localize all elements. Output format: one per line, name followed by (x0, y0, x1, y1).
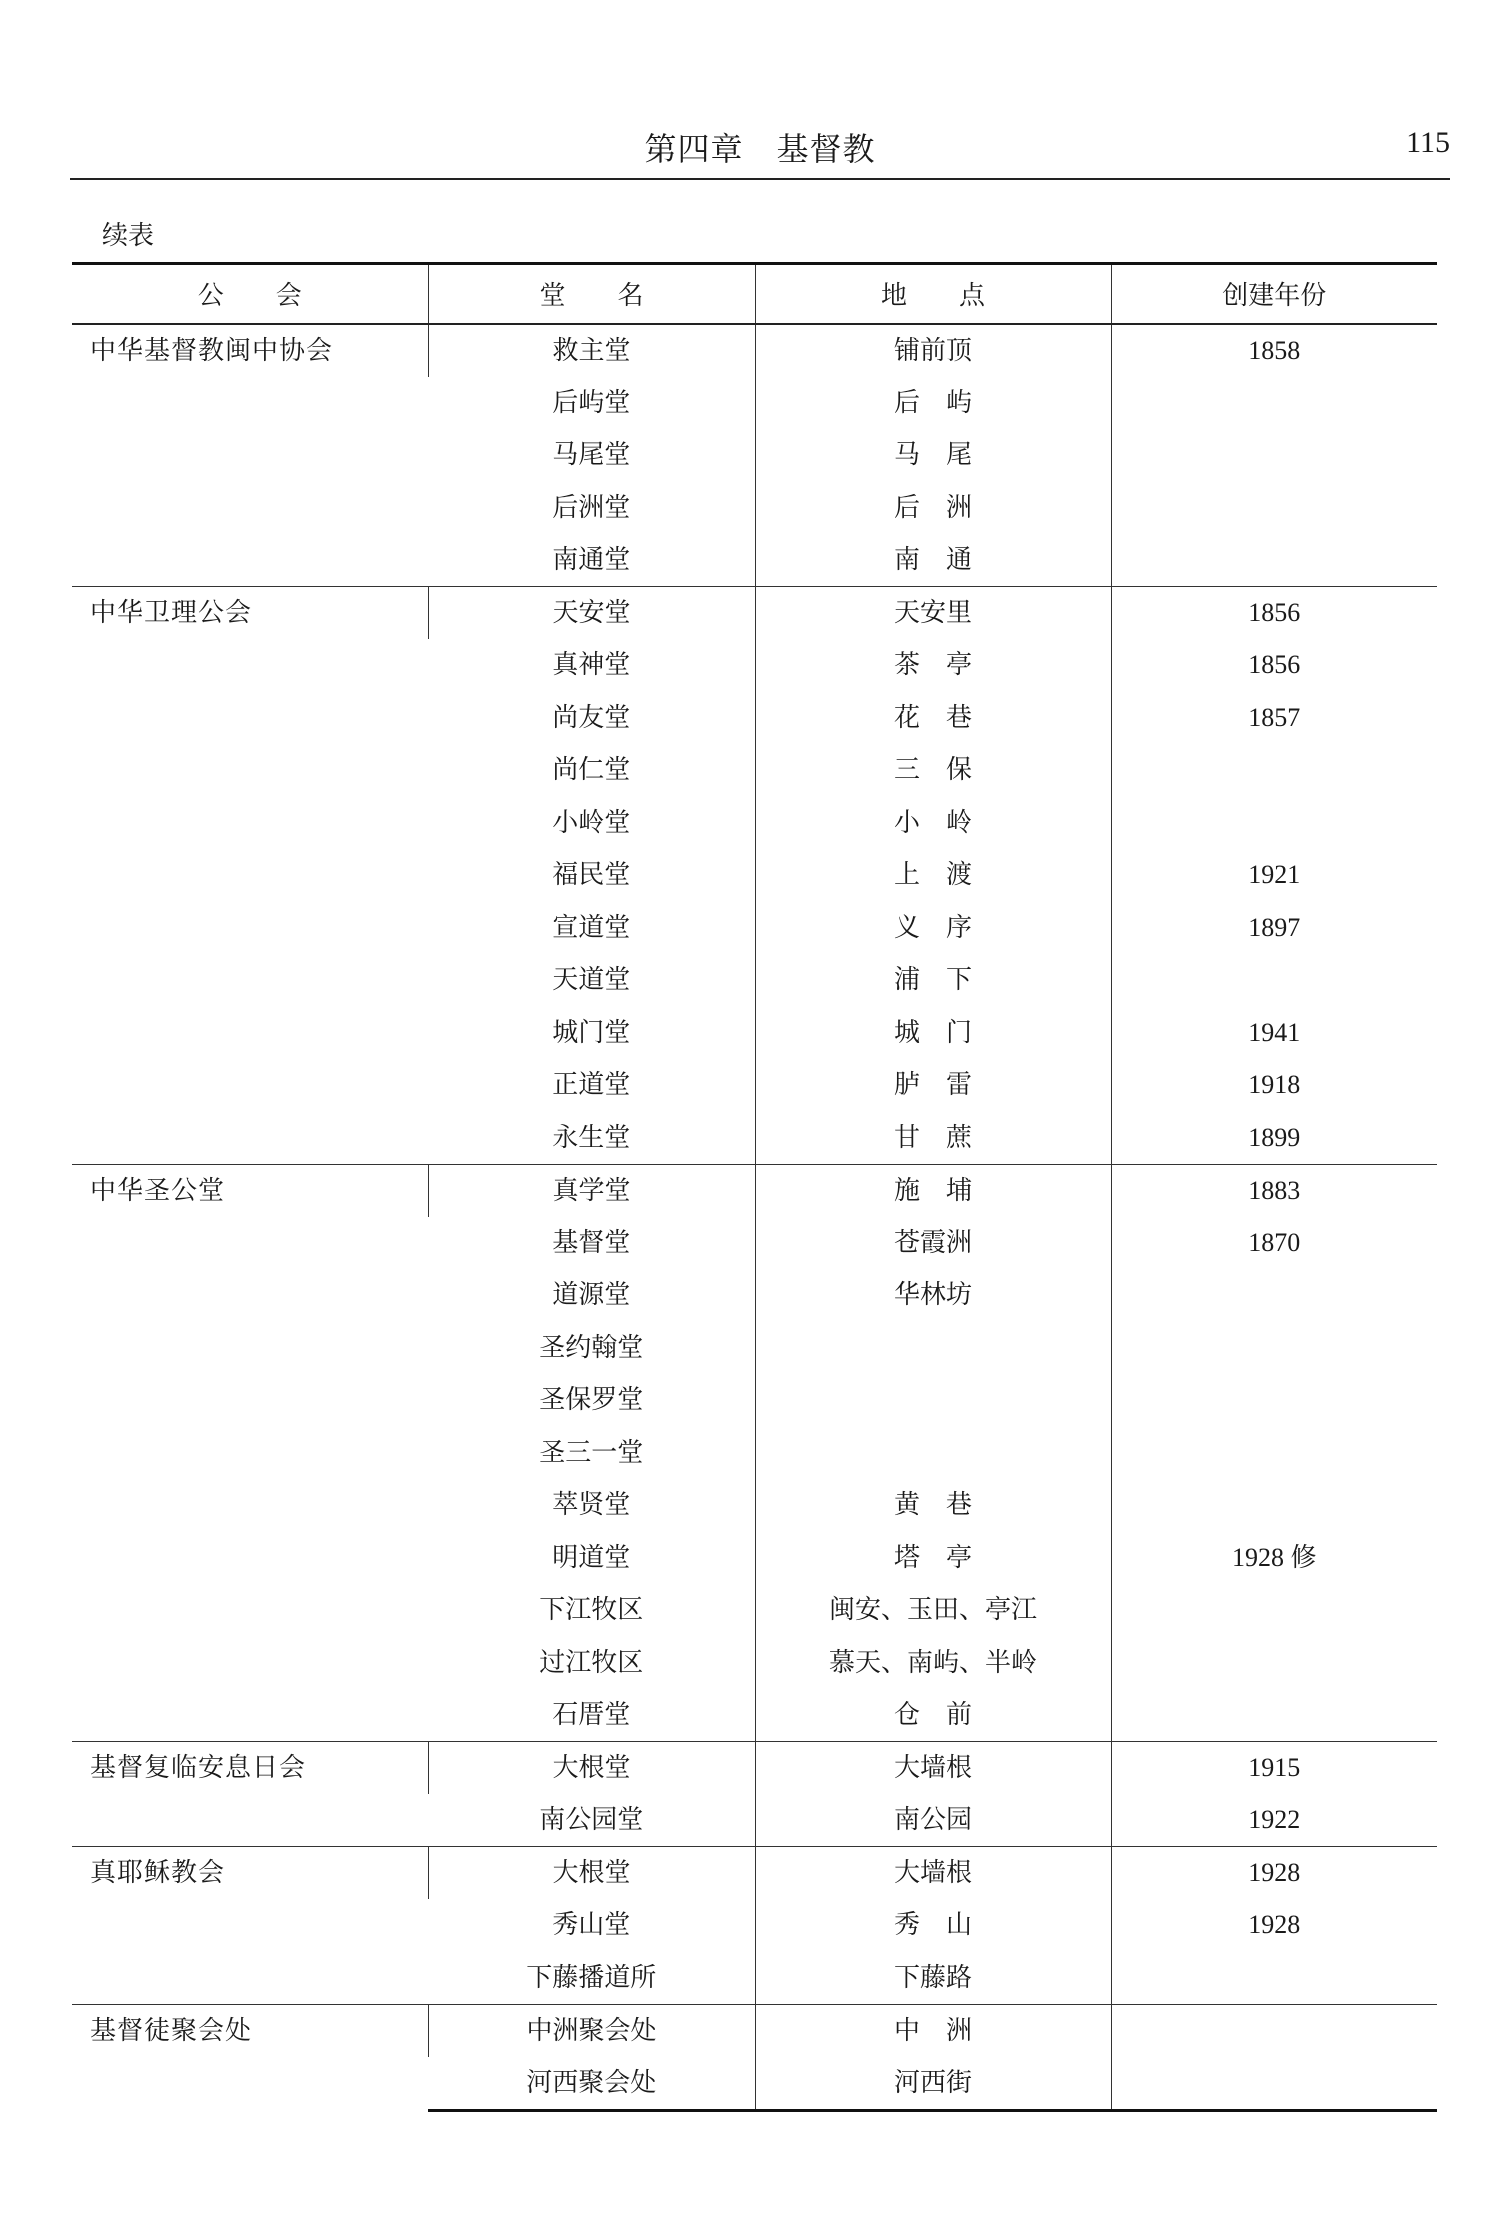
location-cell: 中 洲 (755, 2004, 1111, 2057)
church-name-cell: 救主堂 (428, 324, 755, 377)
location-cell: 河西街 (755, 2057, 1111, 2111)
header-rule (70, 178, 1450, 180)
location-cell: 浦 下 (755, 954, 1111, 1007)
church-name-cell: 下江牧区 (539, 1595, 644, 1625)
location-cell (755, 1374, 1111, 1427)
running-head (70, 118, 1450, 178)
founded-year-cell (1111, 744, 1437, 797)
location-cell: 下藤路 (755, 1952, 1111, 2005)
founded-year-cell: 1858 (1111, 324, 1437, 377)
church-name-cell: 正道堂 (552, 1070, 631, 1100)
founded-year-cell (1111, 1374, 1437, 1427)
location-cell: 花 巷 (755, 692, 1111, 745)
location-cell: 塔 亭 (755, 1532, 1111, 1585)
church-name-cell: 真神堂 (552, 650, 631, 680)
table-body (72, 324, 1437, 2111)
table-header-row (72, 264, 1437, 324)
chapter-title: 第四章 基督教 (644, 130, 876, 168)
location-cell: 慕天、南屿、半岭 (755, 1637, 1111, 1690)
table-row (72, 2004, 1437, 2057)
association-cell: 基督徒聚会处 (72, 2004, 428, 2110)
association-cell: 基督复临安息日会 (72, 1742, 428, 1847)
table-row (72, 587, 1437, 640)
location-cell: 马 尾 (755, 429, 1111, 482)
location-cell: 仓 前 (755, 1689, 1111, 1742)
church-name-cell: 圣保罗堂 (539, 1385, 644, 1415)
founded-year-cell (1111, 2004, 1437, 2057)
location-cell: 闽安、玉田、亭江 (755, 1584, 1111, 1637)
location-cell: 苍霞洲 (755, 1217, 1111, 1270)
church-name-cell: 明道堂 (552, 1542, 631, 1573)
founded-year-cell: 1897 (1111, 902, 1437, 955)
church-name-cell: 下藤播道所 (526, 1962, 657, 1993)
column-header-association: 公 会 (72, 264, 428, 324)
church-name-cell: 秀山堂 (552, 1910, 631, 1940)
founded-year-cell: 1856 (1111, 587, 1437, 640)
founded-year-cell: 1899 (1111, 1112, 1437, 1165)
founded-year-cell: 1883 (1111, 1164, 1437, 1217)
church-name-cell: 道源堂 (552, 1280, 631, 1310)
table-row (72, 1847, 1437, 1900)
church-name-cell: 中洲聚会处 (428, 2004, 755, 2057)
column-header-church-name: 堂 名 (428, 264, 755, 324)
church-name-cell: 大根堂 (428, 1847, 755, 1900)
church-name-cell: 天道堂 (552, 965, 631, 995)
location-cell: 三 保 (755, 744, 1111, 797)
founded-year-cell: 1915 (1111, 1742, 1437, 1795)
location-cell: 施 埔 (755, 1164, 1111, 1217)
founded-year-cell: 1857 (1111, 692, 1437, 745)
location-cell: 天安里 (755, 587, 1111, 640)
church-name-cell: 南通堂 (552, 545, 631, 575)
church-name-cell: 后洲堂 (552, 492, 631, 523)
table-row (72, 324, 1437, 377)
church-name-cell: 福民堂 (552, 860, 631, 890)
founded-year-cell (1111, 429, 1437, 482)
column-header-founded-year: 创建年份 (1111, 264, 1437, 324)
church-name-cell: 河西聚会处 (428, 2057, 755, 2111)
location-cell: 上 渡 (755, 849, 1111, 902)
location-cell: 大墙根 (755, 1742, 1111, 1795)
location-cell: 甘 蔗 (755, 1112, 1111, 1165)
location-cell (755, 1322, 1111, 1375)
church-name-cell: 马尾堂 (552, 440, 631, 470)
founded-year-cell: 1921 (1111, 849, 1437, 902)
founded-year-cell (1111, 954, 1437, 1007)
location-cell: 城 门 (755, 1007, 1111, 1060)
founded-year-cell: 1922 (1111, 1794, 1437, 1847)
table-row (72, 1164, 1437, 1217)
column-header-location: 地 点 (755, 264, 1111, 324)
church-name-cell: 永生堂 (552, 1122, 631, 1153)
church-name-cell: 小岭堂 (552, 807, 631, 838)
founded-year-cell (1111, 377, 1437, 430)
location-cell: 胪 雷 (755, 1059, 1111, 1112)
founded-year-cell: 1928 (1111, 1847, 1437, 1900)
location-cell: 南 通 (755, 534, 1111, 587)
founded-year-cell: 1941 (1111, 1007, 1437, 1060)
founded-year-cell (1111, 1322, 1437, 1375)
founded-year-cell (1111, 1952, 1437, 2005)
continued-label: 续表 (102, 221, 155, 251)
location-cell: 华林坊 (755, 1269, 1111, 1322)
location-cell: 秀 山 (755, 1899, 1111, 1952)
location-cell: 大墙根 (755, 1847, 1111, 1900)
founded-year-cell (1111, 1427, 1437, 1480)
association-cell: 中华圣公堂 (72, 1164, 428, 1742)
founded-year-cell (1111, 534, 1437, 587)
location-cell: 南公园 (755, 1794, 1111, 1847)
association-cell: 中华卫理公会 (72, 587, 428, 1165)
church-name-cell: 萃贤堂 (552, 1490, 631, 1520)
church-name-cell: 圣约翰堂 (539, 1332, 644, 1363)
location-cell: 铺前顶 (755, 324, 1111, 377)
church-name-cell: 圣三一堂 (539, 1437, 644, 1468)
association-cell: 中华基督教闽中协会 (72, 324, 428, 587)
church-name-cell: 尚仁堂 (552, 755, 631, 785)
location-cell: 后 洲 (755, 482, 1111, 535)
location-cell: 黄 巷 (755, 1479, 1111, 1532)
church-name-cell: 天安堂 (428, 587, 755, 640)
founded-year-cell: 1856 (1111, 639, 1437, 692)
church-name-cell: 过江牧区 (539, 1647, 644, 1678)
church-table (72, 262, 1437, 2112)
church-name-cell: 城门堂 (552, 1017, 631, 1048)
location-cell: 小 岭 (755, 797, 1111, 850)
page-number: 115 (1406, 126, 1450, 159)
founded-year-cell: 1928 (1111, 1899, 1437, 1952)
location-cell: 茶 亭 (755, 639, 1111, 692)
founded-year-cell (1111, 1584, 1437, 1637)
founded-year-cell (1111, 1479, 1437, 1532)
location-cell (755, 1427, 1111, 1480)
founded-year-cell (1111, 797, 1437, 850)
church-name-cell: 大根堂 (428, 1742, 755, 1795)
location-cell: 后 屿 (755, 377, 1111, 430)
founded-year-cell (1111, 2057, 1437, 2111)
church-name-cell: 尚友堂 (552, 702, 631, 733)
founded-year-cell (1111, 1269, 1437, 1322)
church-name-cell: 石厝堂 (552, 1700, 631, 1730)
founded-year-cell: 1928 修 (1111, 1532, 1437, 1585)
founded-year-cell (1111, 1689, 1437, 1742)
founded-year-cell: 1870 (1111, 1217, 1437, 1270)
founded-year-cell (1111, 482, 1437, 535)
table-row (72, 1742, 1437, 1795)
location-cell: 义 序 (755, 902, 1111, 955)
church-name-cell: 南公园堂 (539, 1805, 644, 1835)
church-name-cell: 宣道堂 (552, 912, 631, 943)
church-name-cell: 真学堂 (428, 1164, 755, 1217)
founded-year-cell (1111, 1637, 1437, 1690)
association-cell: 真耶稣教会 (72, 1847, 428, 2005)
founded-year-cell: 1918 (1111, 1059, 1437, 1112)
church-name-cell: 基督堂 (552, 1227, 631, 1258)
church-name-cell: 后屿堂 (552, 387, 631, 418)
